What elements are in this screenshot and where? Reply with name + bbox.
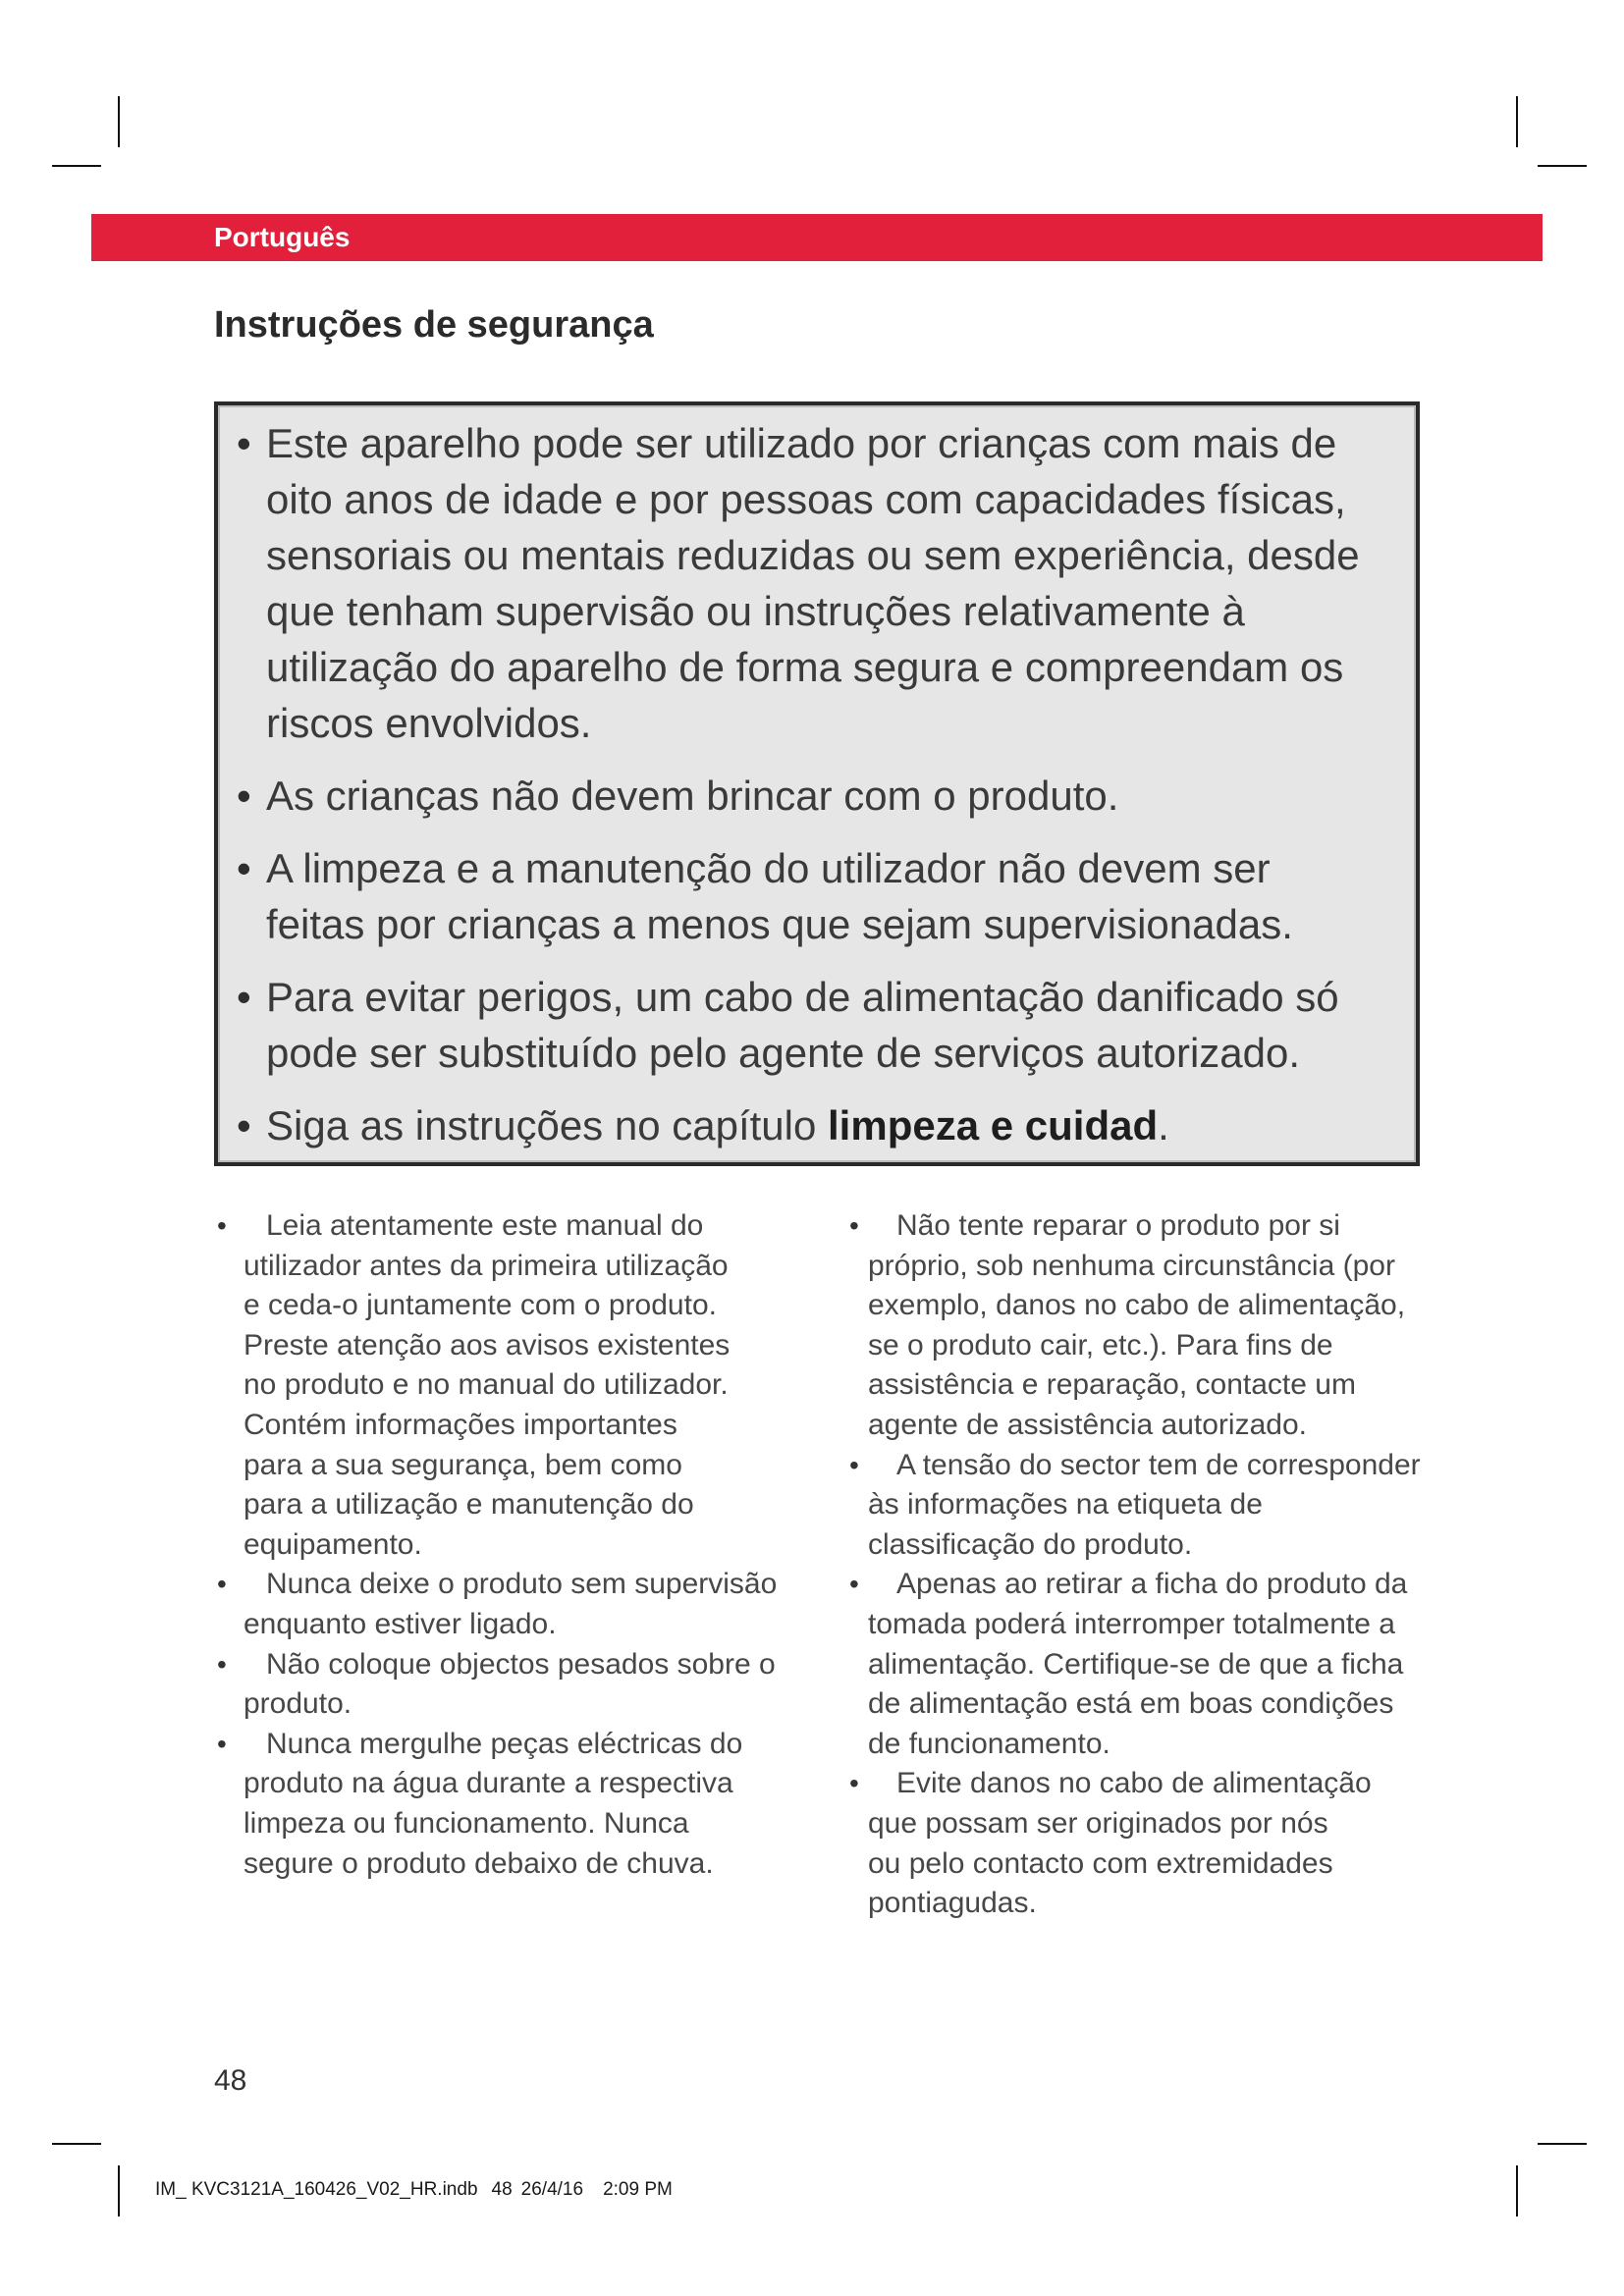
bullet-icon: • xyxy=(217,1210,227,1241)
slug-page: 48 xyxy=(491,2179,513,2200)
warning-line: pode ser substituído pelo agente de serviços autorizado. xyxy=(266,1030,1301,1076)
safety-warning-box xyxy=(214,401,1420,1166)
warning-item xyxy=(218,1097,1416,1153)
right-instruction-line: às informações na etiqueta de xyxy=(868,1488,1263,1522)
left-instruction-line: produto. xyxy=(244,1687,352,1721)
right-instruction-line: alimentação. Certifique-se de que a ficha xyxy=(868,1647,1404,1681)
right-instruction-line: Não tente reparar o produto por si xyxy=(896,1209,1340,1242)
warning-item xyxy=(218,415,1416,751)
left-instruction-line: Leia atentamente este manual do xyxy=(266,1209,704,1242)
left-instruction-line: utilizador antes da primeira utilização xyxy=(244,1249,729,1282)
slug-date: 26/4/16 xyxy=(520,2179,584,2200)
bullet-icon: • xyxy=(237,1102,251,1148)
left-instruction-line: no produto e no manual do utilizador. xyxy=(244,1368,729,1402)
right-instruction-line: próprio, sob nenhuma circunstância (por xyxy=(868,1249,1395,1282)
right-instruction-item xyxy=(849,1206,1537,1446)
right-instruction-item xyxy=(849,1565,1537,1764)
bullet-icon: • xyxy=(849,1569,859,1600)
slug-time: 2:09 PM xyxy=(603,2179,673,2200)
right-instruction-item xyxy=(849,1764,1537,1923)
warning-line: Este aparelho pode ser utilizado por crianças com mais de xyxy=(266,420,1337,466)
language-label: Português xyxy=(214,222,351,252)
line-segment: . xyxy=(1158,1102,1169,1148)
right-instruction-line: tomada poderá interromper totalmente a xyxy=(868,1607,1395,1640)
left-instruction-item xyxy=(217,1725,826,1884)
left-instruction-line: segure o produto debaixo de chuva. xyxy=(244,1846,714,1880)
right-instruction-line: A tensão do sector tem de corresponder xyxy=(896,1448,1421,1481)
right-instruction-line: Evite danos no cabo de alimentação xyxy=(896,1767,1372,1800)
left-instruction-line: enquanto estiver ligado. xyxy=(244,1607,557,1640)
crop-mark-bottom-left-vertical xyxy=(118,2165,120,2216)
page-number: 48 xyxy=(214,2064,247,2097)
warning-line: que tenham supervisão ou instruções relativamente à xyxy=(266,588,1245,634)
crop-mark-top-left-vertical xyxy=(118,96,120,147)
right-instruction-line: de alimentação está em boas condições xyxy=(868,1687,1394,1721)
left-instruction-line: para a sua segurança, bem como xyxy=(244,1448,682,1481)
right-instruction-line: pontiagudas. xyxy=(868,1887,1037,1920)
instructions-right-column xyxy=(849,1206,1537,1924)
right-instruction-line: classificação do produto. xyxy=(868,1527,1193,1561)
warning-line: sensoriais ou mentais reduzidas ou sem experiência, desde xyxy=(266,532,1360,578)
right-instruction-line: exemplo, danos no cabo de alimentação, xyxy=(868,1289,1406,1322)
line-segment: Siga as instruções no capítulo xyxy=(266,1102,829,1148)
emphasis-text: limpeza e cuidad xyxy=(828,1102,1159,1148)
warning-line: utilização do aparelho de forma segura e compreendam os xyxy=(266,644,1344,690)
warning-line xyxy=(218,1097,1416,1153)
left-instruction-line: equipamento. xyxy=(244,1527,422,1561)
bullet-icon: • xyxy=(237,845,251,891)
bullet-icon: • xyxy=(849,1210,859,1241)
crop-mark-top-right-horizontal xyxy=(1538,165,1587,167)
left-instruction-line: e ceda-o juntamente com o produto. xyxy=(244,1289,717,1322)
right-instruction-line: ou pelo contacto com extremidades xyxy=(868,1846,1333,1880)
bullet-icon: • xyxy=(237,773,251,819)
bullet-icon: • xyxy=(217,1648,227,1680)
crop-mark-top-left-horizontal xyxy=(52,165,101,167)
crop-mark-top-right-vertical xyxy=(1516,96,1518,147)
left-instruction-line: para a utilização e manutenção do xyxy=(244,1488,694,1522)
left-instruction-line: produto na água durante a respectiva xyxy=(244,1767,733,1800)
crop-mark-bottom-left-horizontal xyxy=(52,2143,101,2145)
right-instruction-line: de funcionamento. xyxy=(868,1727,1110,1760)
warning-line: As crianças não devem brincar com o produto. xyxy=(266,773,1119,819)
section-title: Instruções de segurança xyxy=(214,304,654,346)
left-instruction-line: Preste atenção aos avisos existentes xyxy=(244,1328,731,1362)
warning-item xyxy=(218,840,1416,952)
left-instruction-line: Contém informações importantes xyxy=(244,1408,677,1441)
bullet-icon: • xyxy=(237,974,251,1020)
left-instruction-item xyxy=(217,1645,826,1725)
warning-line: oito anos de idade e por pessoas com capacidades físicas, xyxy=(266,476,1346,522)
slug-file: IM_ KVC3121A_160426_V02_HR.indb xyxy=(155,2179,478,2200)
right-instruction-line: se o produto cair, etc.). Para fins de xyxy=(868,1328,1333,1362)
bullet-icon: • xyxy=(217,1728,227,1759)
warning-item xyxy=(218,768,1416,824)
bullet-icon: • xyxy=(849,1768,859,1799)
left-instruction-item xyxy=(217,1206,826,1565)
bullet-icon: • xyxy=(217,1569,227,1600)
crop-mark-bottom-right-horizontal xyxy=(1538,2143,1587,2145)
language-header-bar xyxy=(91,214,1543,261)
left-instruction-line: Nunca mergulhe peças eléctricas do xyxy=(266,1727,743,1760)
right-instruction-item xyxy=(849,1446,1537,1566)
instructions-left-column xyxy=(217,1206,826,1884)
crop-mark-bottom-right-vertical xyxy=(1516,2165,1518,2216)
left-instruction-line: Nunca deixe o produto sem supervisão xyxy=(266,1568,778,1601)
warning-line: A limpeza e a manutenção do utilizador não devem ser xyxy=(266,845,1271,891)
left-instruction-line: limpeza ou funcionamento. Nunca xyxy=(244,1806,689,1840)
warning-line: Para evitar perigos, um cabo de alimentação danificado só xyxy=(266,974,1339,1020)
warning-line: feitas por crianças a menos que sejam supervisionadas. xyxy=(266,901,1293,947)
bullet-icon: • xyxy=(237,420,251,466)
right-instruction-line: Apenas ao retirar a ficha do produto da xyxy=(896,1568,1408,1601)
right-instruction-line: agente de assistência autorizado. xyxy=(868,1408,1307,1441)
bullet-icon: • xyxy=(849,1449,859,1480)
print-slug xyxy=(155,2179,673,2201)
warning-item xyxy=(218,969,1416,1081)
left-instruction-item xyxy=(217,1565,826,1644)
left-instruction-line: Não coloque objectos pesados sobre o xyxy=(266,1647,776,1681)
right-instruction-line: que possam ser originados por nós xyxy=(868,1806,1328,1840)
warning-line: riscos envolvidos. xyxy=(266,700,592,746)
right-instruction-line: assistência e reparação, contacte um xyxy=(868,1368,1356,1402)
